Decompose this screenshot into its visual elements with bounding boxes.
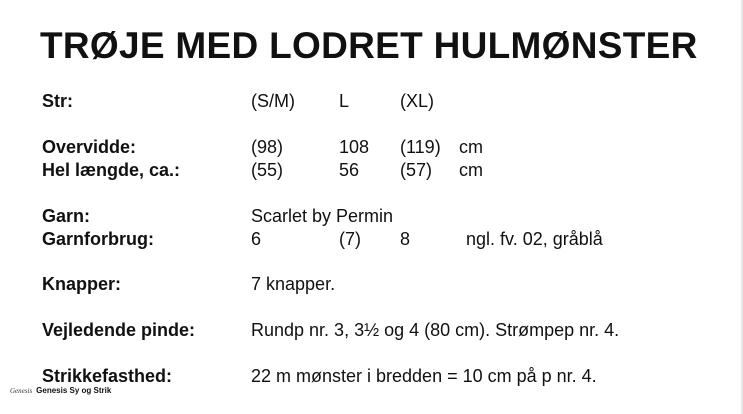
length-label: Hel længde, ca.: <box>42 160 181 180</box>
gauge-label: Strikkefasthed: <box>42 366 173 386</box>
width-value-l: 108 <box>339 137 370 157</box>
size-value-sm: (S/M) <box>251 91 295 111</box>
yarn-usage-row <box>0 228 743 250</box>
size-value-xl: (XL) <box>400 91 435 111</box>
yarn-usage-value-xl: 8 <box>400 229 411 249</box>
length-row <box>0 159 743 181</box>
yarn-usage-label: Garnforbrug: <box>42 229 154 249</box>
yarn-row <box>0 205 743 227</box>
yarn-usage-value-l: (7) <box>339 229 361 249</box>
width-row <box>0 136 743 158</box>
width-label: Overvidde: <box>42 137 137 157</box>
gauge-value: 22 m mønster i bredden = 10 cm på p nr. 4. <box>251 366 597 386</box>
size-row <box>0 90 743 112</box>
length-value-sm: (55) <box>251 160 284 180</box>
buttons-label: Knapper: <box>42 274 122 294</box>
length-value-xl: (57) <box>400 160 433 180</box>
length-unit: cm <box>459 160 483 180</box>
needles-label: Vejledende pinde: <box>42 320 196 340</box>
pattern-title: TRØJE MED LODRET HULMØNSTER <box>40 25 698 66</box>
needles-row <box>0 319 743 341</box>
yarn-usage-note: ngl. fv. 02, gråblå <box>466 229 603 249</box>
size-label: Str: <box>42 91 73 111</box>
needles-value: Rundp nr. 3, 3½ og 4 (80 cm). Strømpep nr. 4. <box>251 320 620 340</box>
buttons-value: 7 knapper. <box>251 274 336 294</box>
width-unit: cm <box>459 137 483 157</box>
yarn-value: Scarlet by Permin <box>251 206 394 226</box>
brand-logo <box>10 386 111 395</box>
yarn-usage-value-sm: 6 <box>251 229 262 249</box>
length-value-l: 56 <box>339 160 360 180</box>
logo-mark: Genesis <box>10 386 33 395</box>
gauge-row <box>0 365 743 387</box>
yarn-label: Garn: <box>42 206 91 226</box>
size-value-l: L <box>339 91 350 111</box>
buttons-row <box>0 273 743 295</box>
width-value-sm: (98) <box>251 137 284 157</box>
width-value-xl: (119) <box>400 137 441 157</box>
brand-name: Genesis Sy og Strik <box>36 386 112 395</box>
